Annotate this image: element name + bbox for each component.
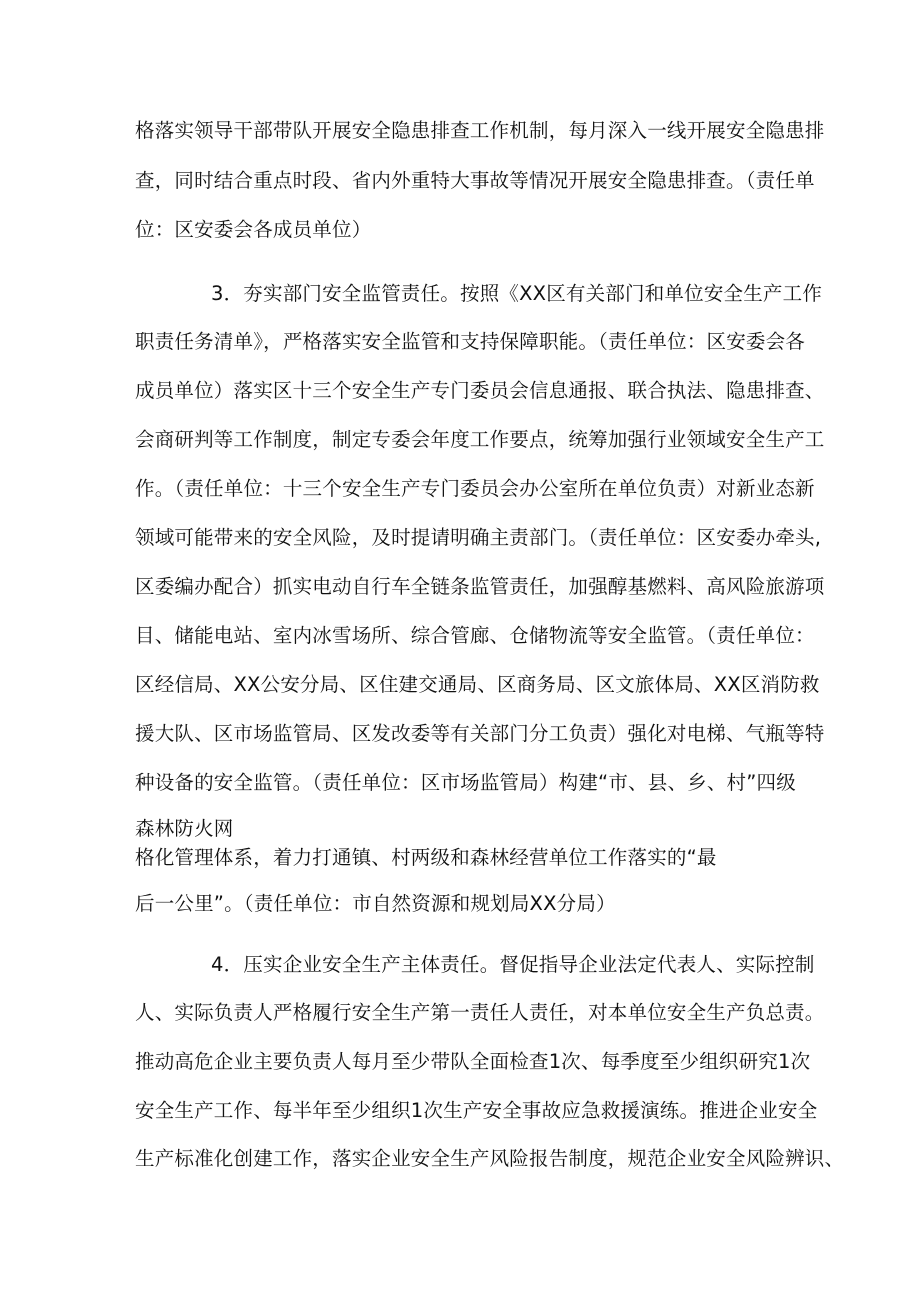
body-line: 查，同时结合重点时段、省内外重特大事故等情况开展安全隐患排查。（责任单 [135,169,815,192]
body-line: 援大队、区市场监管局、区发改委等有关部门分工负责）强化对电梯、气瓶等特 [135,722,825,745]
body-line: 人、实际负责人严格履行安全生产第一责任人责任，对本单位安全生产负总责。 [135,1001,825,1024]
body-line: 后一公里”。（责任单位：市自然资源和规划局XX分局） [135,892,616,915]
body-line: 作。（责任单位：十三个安全生产专门委员会办公室所在单位负责）对新业态新 [135,477,815,500]
body-line: 领域可能带来的安全风险，及时提请明确主责部门。（责任单位：区安委办牵头, [135,526,822,549]
body-line: 目、储能电站、室内冰雪场所、综合管廊、仓储物流等安全监管。（责任单位： [135,624,815,647]
body-line: 职责任务清单》，严格落实安全监管和支持保障职能。（责任单位：区安委会各 [135,330,806,353]
body-line: 推动高危企业主要负责人每月至少带队全面检查1次、每季度至少组织研究1次 [135,1050,811,1073]
body-line: 区经信局、XX公安分局、区住建交通局、区商务局、区文旅体局、XX区消防救 [135,673,820,696]
item-4-heading-line: 4．压实企业安全生产主体责任。督促指导企业法定代表人、实际控制 [211,953,815,976]
body-line: 成员单位）落实区十三个安全生产专门委员会信息通报、联合执法、隐患排查、 [135,379,825,402]
body-line: 位：区安委会各成员单位） [135,218,372,241]
body-line: 格化管理体系，着力打通镇、村两级和森林经营单位工作落实的“最 [135,846,717,869]
body-line: 会商研判等工作制度，制定专委会年度工作要点，统筹加强行业领域安全生产工 [135,428,825,451]
item-3-heading-line: 3．夯实部门安全监管责任。按照《XX区有关部门和单位安全生产工作 [211,282,823,305]
body-line: 森林防火网 [135,817,234,840]
body-line: 格落实领导干部带队开展安全隐患排查工作机制，每月深入一线开展安全隐患排 [135,119,825,142]
body-line: 种设备的安全监管。（责任单位：区市场监管局）构建“市、县、乡、村”四级 [135,771,796,794]
body-line: 生产标准化创建工作，落实企业安全生产风险报告制度，规范企业安全风险辨识、 [135,1147,845,1170]
body-line: 安全生产工作、每半年至少组织1次生产安全事故应急救援演练。推进企业安全 [135,1099,818,1122]
body-line: 区委编办配合）抓实电动自行车全链条监管责任，加强醇基燃料、高风险旅游项 [135,575,825,598]
